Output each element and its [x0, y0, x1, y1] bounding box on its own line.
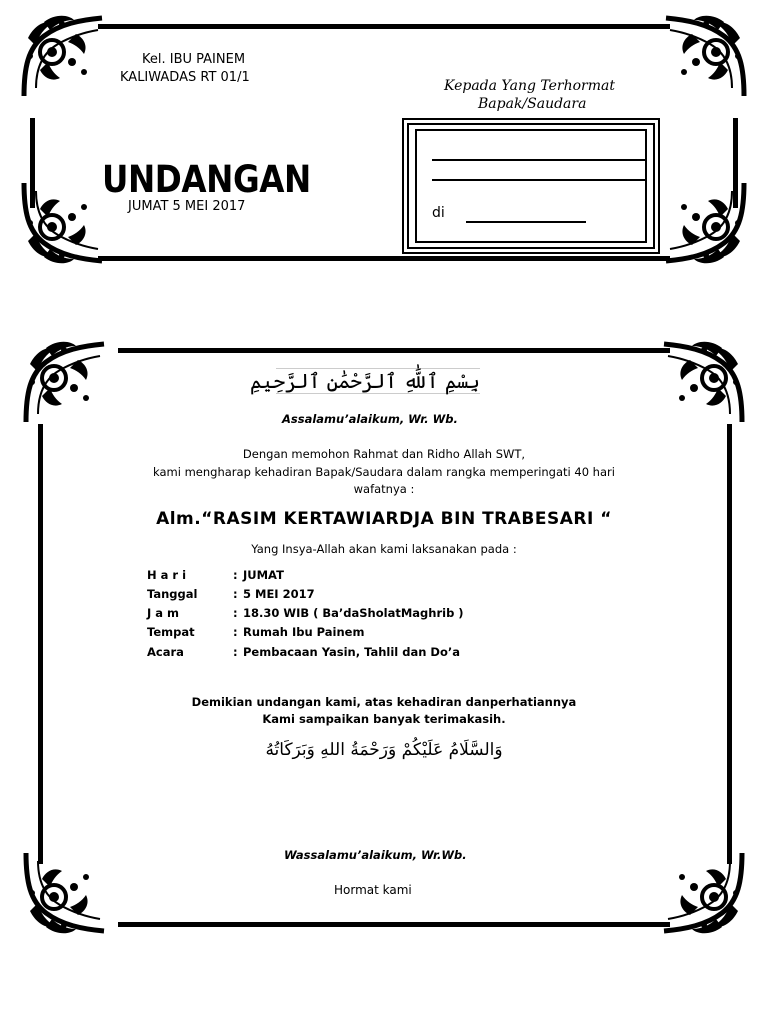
closing-line-2: Kami sampaikan banyak terimakasih.: [262, 712, 506, 726]
detail-value: JUMAT: [243, 568, 284, 582]
ornament-corner-icon: [16, 846, 111, 941]
detail-row: [147, 568, 284, 582]
ornament-corner-icon: [659, 8, 754, 103]
detail-separator: :: [233, 625, 238, 639]
detail-row: [147, 625, 364, 639]
detail-separator: :: [233, 645, 238, 659]
invitation-title: UNDANGAN: [102, 158, 311, 201]
detail-row: [147, 587, 315, 601]
address-box: [402, 118, 660, 254]
closing-line-1: Demikian undangan kami, atas kehadiran danperhatiannya: [191, 695, 577, 709]
intro-line-1: Dengan memohon Rahmat dan Ridho Allah SWT,: [242, 447, 526, 461]
envelope-bottom-border: [98, 256, 670, 261]
intro-line-3: wafatnya :: [353, 482, 415, 496]
ornament-corner-icon: [657, 846, 752, 941]
detail-row: [147, 645, 460, 659]
detail-label: Acara: [147, 645, 184, 659]
di-label: di: [432, 205, 445, 221]
wassalam: Wassalamu’alaikum, Wr.Wb.: [284, 848, 467, 862]
recipient-heading: Kepada Yang Terhormat: [444, 78, 615, 94]
recipient-subheading: Bapak/Saudara: [478, 96, 587, 112]
di-line: [466, 221, 586, 223]
detail-separator: :: [233, 587, 238, 601]
sender-address: KALIWADAS RT 01/1: [120, 70, 250, 85]
ornament-corner-icon: [16, 334, 111, 429]
detail-label: J a m: [147, 606, 180, 620]
deceased-name: Alm.“RASIM KERTAWIARDJA BIN TRABESARI “: [156, 509, 612, 529]
envelope-top-border: [98, 24, 670, 29]
schedule-intro: Yang Insya-Allah akan kami laksanakan pada :: [251, 542, 517, 556]
detail-label: Tanggal: [147, 587, 198, 601]
bismillah-calligraphy: بِسْمِ ٱللَّٰهِ ٱلرَّحْمَٰنِ ٱلرَّحِيمِ: [249, 369, 480, 393]
invitation-date: JUMAT 5 MEI 2017: [128, 199, 246, 214]
greeting: Assalamu’alaikum, Wr. Wb.: [282, 412, 458, 426]
recipient-address-line: [432, 179, 646, 181]
detail-value: 5 MEI 2017: [243, 587, 315, 601]
letter-top-border: [118, 348, 670, 353]
recipient-name-line: [432, 159, 646, 161]
detail-value: Pembacaan Yasin, Tahlil dan Do’a: [243, 645, 461, 659]
ornament-corner-icon: [14, 8, 109, 103]
detail-value: 18.30 WIB ( Ba’daSholatMaghrib ): [243, 606, 464, 620]
detail-label: H a r i: [147, 568, 187, 582]
ornament-corner-icon: [14, 176, 109, 271]
signoff: Hormat kami: [334, 883, 412, 897]
detail-label: Tempat: [147, 625, 195, 639]
ornament-corner-icon: [657, 334, 752, 429]
detail-row: [147, 606, 464, 620]
detail-value: Rumah Ibu Painem: [243, 625, 365, 639]
intro-line-2: kami mengharap kehadiran Bapak/Saudara dalam rangka memperingati 40 hari: [153, 465, 615, 479]
letter-bottom-border: [118, 922, 670, 927]
ornament-corner-icon: [659, 176, 754, 271]
sender-name: Kel. IBU PAINEM: [142, 52, 246, 67]
detail-separator: :: [233, 606, 238, 620]
detail-separator: :: [233, 568, 238, 582]
salam-arabic: وَالسَّلَامُ عَلَيْكُمْ وَرَحْمَةُ اللهِ وَبَرَكَاتُهُ: [265, 740, 503, 760]
